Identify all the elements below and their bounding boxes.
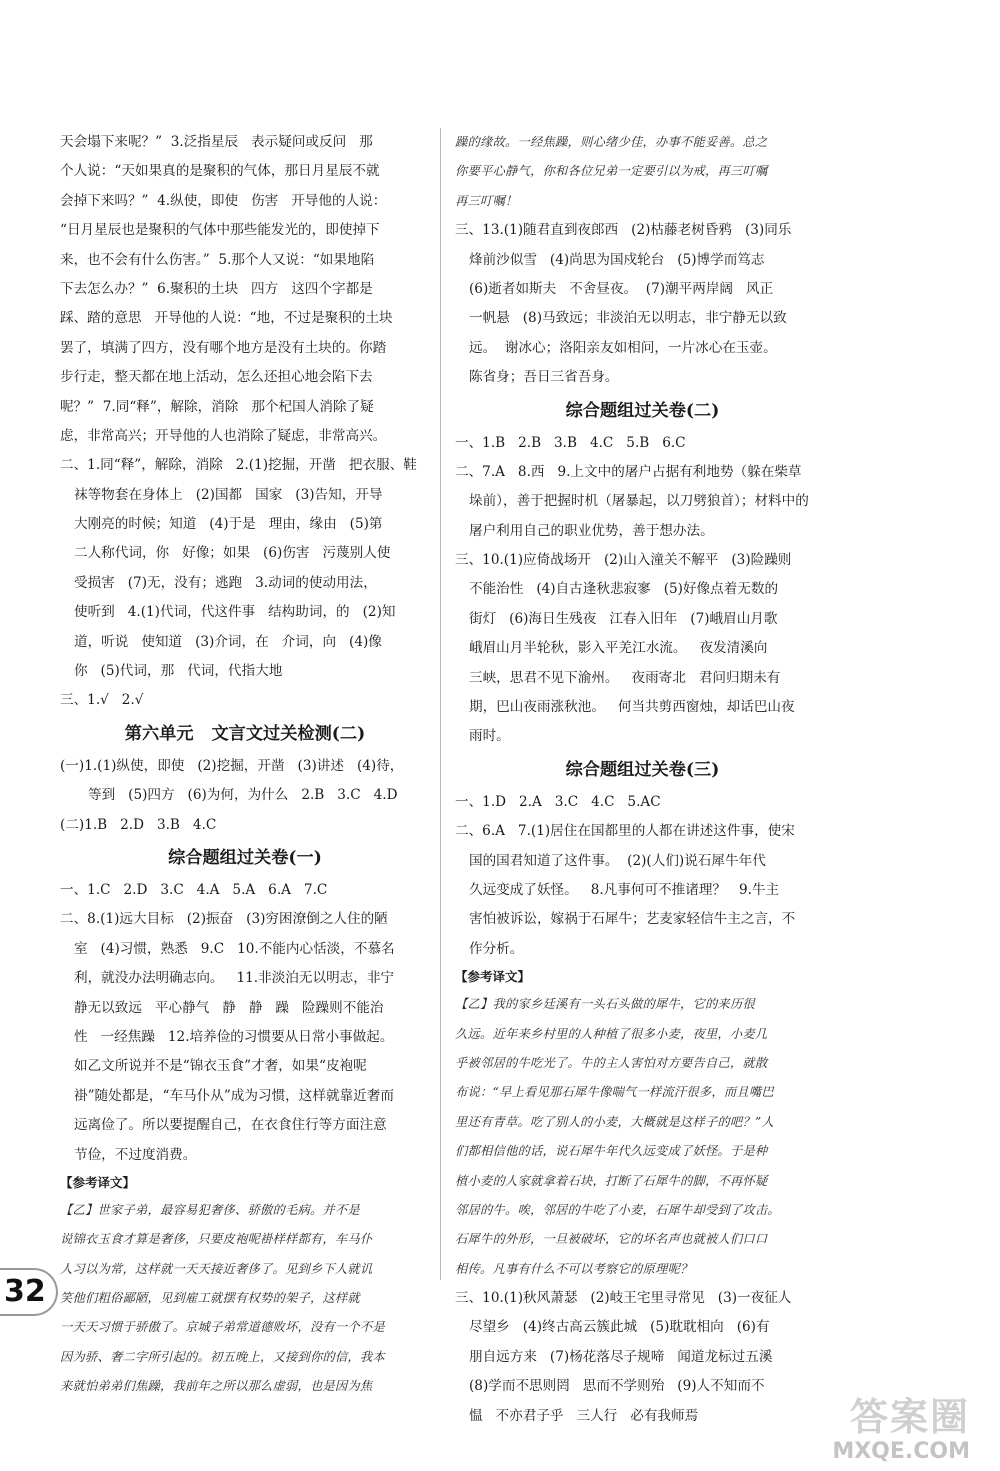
- right-column: [455, 128, 830, 1431]
- answer-line: 三峡，思君不见下渝州。 夜雨寄北 君问归期未有: [469, 669, 781, 686]
- watermark-url: MXQE.COM: [832, 1439, 970, 1464]
- translation-line: 笑他们粗俗鄙陋，见到雇工就摆有权势的架子，这样就: [60, 1291, 360, 1306]
- answer-line: 愠 不亦君子乎 三人行 必有我师焉: [469, 1407, 699, 1424]
- section-heading: 综合题组过关卷(二): [565, 400, 720, 421]
- answer-line: 呢？” 7.同“释”，解除，消除 那个杞国人消除了疑: [60, 398, 374, 415]
- answer-line: 静无以致远 平心静气 静 静 躁 险躁则不能治: [74, 999, 384, 1016]
- answer-line: 期，巴山夜雨涨秋池。 何当共剪西窗烛，却话巴山夜: [469, 699, 795, 716]
- answer-line: 三、10.(1)应倚战场开 (2)山入潼关不解平 (3)险躁则: [455, 552, 792, 569]
- column-divider: [440, 128, 441, 1280]
- answer-line: 不能治性 (4)自古逢秋悲寂寥 (5)好像点着无数的: [469, 581, 779, 598]
- answer-line: 三、13.(1)随君直到夜郎西 (2)枯藤老树昏鸦 (3)同乐: [455, 222, 792, 239]
- answer-line: 雨时。: [469, 728, 510, 745]
- translation-line: 乎被邻居的牛吃光了。牛的主人害怕对方要告自己，就散: [455, 1055, 768, 1070]
- answer-line: (一)1.(1)纵使，即使 (2)挖掘，开凿 (3)讲述 (4)待，: [60, 757, 404, 774]
- answer-line: 二人称代词，你 好像；如果 (6)伤害 污蔑别人使: [74, 545, 391, 562]
- answer-line: 节俭，不过度消费。: [74, 1146, 197, 1163]
- answer-line: 三、1.√ 2.√: [60, 692, 144, 709]
- answer-line: 烽前沙似雪 (4)尚思为国戍轮台 (5)博学而笃志: [469, 251, 765, 268]
- translation-line: 们都相信他的话，说石犀牛年代久远变成了妖怪。于是种: [455, 1144, 768, 1159]
- answer-line: 室 (4)习惯，熟悉 9.C 10.不能内心恬淡，不慕名: [74, 940, 395, 957]
- translation-line: 说锦衣玉食才算是奢侈，只要皮袍呢褂样样都有，车马仆: [60, 1232, 373, 1247]
- watermark-logo: 答案圈: [849, 1395, 970, 1439]
- answer-line: 二、6.A 7.(1)居住在国都里的人都在讲述这件事，使宋: [455, 823, 795, 840]
- translation-line: 再三叮嘱！: [455, 193, 518, 208]
- answer-line: 等到 (5)四方 (6)为何，为什么 2.B 3.C 4.D: [88, 787, 398, 804]
- answer-line: 罢了，填满了四方，没有哪个地方是没有土块的。你踏: [60, 339, 387, 356]
- answer-line: 垛前），善于把握时机（屠暴起，以刀劈狼首）；材料中的: [469, 493, 809, 510]
- translation-line: 久远。近年来乡村里的人种植了很多小麦，夜里，小麦几: [455, 1026, 768, 1041]
- reference-translation-label: 【参考译文】: [455, 969, 531, 985]
- page-number: 32: [0, 1268, 58, 1316]
- translation-line: 相传。凡事有什么不可以考察它的原理呢？: [455, 1261, 693, 1276]
- translation-line: 人习以为常，这样就一天天接近奢侈了。见到乡下人就讥: [60, 1261, 373, 1276]
- section-heading: 第六单元 文言文过关检测(二): [124, 723, 366, 744]
- answer-line: 作分析。: [469, 940, 524, 957]
- translation-line: 躁的缘故。一经焦躁，则心绪少佳，办事不能妥善。总之: [455, 135, 768, 149]
- answer-line: 尽望乡 (4)终古高云簇此城 (5)耽耽相向 (6)有: [469, 1319, 770, 1336]
- answer-line: 一、1.B 2.B 3.B 4.C 5.B 6.C: [455, 434, 686, 451]
- section-heading: 综合题组过关卷(一): [168, 847, 322, 868]
- left-column: [60, 128, 430, 1402]
- answer-line: 二、7.A 8.西 9.上文中的屠户占据有利地势（躲在柴草: [455, 463, 802, 480]
- answer-line: 会掉下来吗？” 4.纵使，即使 伤害 开导他的人说：: [60, 192, 387, 209]
- answer-line: (6)逝者如斯夫 不舍昼夜。 (7)潮平两岸阔 风正: [469, 280, 774, 297]
- translation-line: 【乙】世家子弟，最容易犯奢侈、骄傲的毛病。并不是: [60, 1202, 360, 1217]
- answer-line: 踩、踏的意思 开导他的人说：“地，不过是聚积的土块: [60, 310, 393, 327]
- answer-line: 来，也不会有什么伤害。” 5.那个人又说：“如果地陷: [60, 251, 375, 268]
- answer-line: 大刚亮的时候；知道 (4)于是 理由，缘由 (5)第: [74, 516, 383, 533]
- answer-line: (二)1.B 2.D 3.B 4.C: [60, 816, 217, 833]
- translation-line: 石犀牛的外形，一旦被破坏，它的坏名声也就被人们口口: [455, 1232, 768, 1247]
- answer-line: 使听到 4.(1)代词，代这件事 结构助词，的 (2)知: [74, 604, 396, 621]
- answer-line: 一、1.D 2.A 3.C 4.C 5.AC: [455, 793, 661, 810]
- translation-line: 一天天习惯于骄傲了。京城子弟常道德败坏，没有一个不是: [60, 1320, 385, 1335]
- answer-line: 峨眉山月半轮秋，影入平羌江水流。 夜发清溪向: [469, 640, 768, 657]
- answer-line: 性 一经焦躁 12.培养俭的习惯要从日常小事做起。: [74, 1028, 394, 1045]
- answer-line: 利，就没办法明确志向。 11.非淡泊无以明志，非宁: [74, 970, 395, 987]
- answer-line: 远离俭了。所以要提醒自己，在衣食住行等方面注意: [74, 1117, 387, 1134]
- answer-line: 远。 谢冰心；洛阳亲友如相问，一片冰心在玉壶。: [469, 339, 777, 356]
- answer-line: 道，听说 使知道 (3)介词，在 介词，向 (4)像: [74, 633, 382, 650]
- answer-line: 久远变成了妖怪。 8.凡事何可不推诸理？ 9.牛主: [469, 881, 780, 898]
- answer-line: 天会塌下来呢？” 3.泛指星辰 表示疑问或反问 那: [60, 134, 373, 150]
- answer-line: 褂”随处都是，“车马仆从”成为习惯，这样就靠近奢而: [74, 1087, 394, 1104]
- answer-line: 二、1.同“释”，解除，消除 2.(1)挖掘，开凿 把衣服、鞋: [60, 457, 417, 474]
- translation-line: 邻居的牛。唉，邻居的牛吃了小麦，石犀牛却受到了攻击。: [455, 1202, 780, 1217]
- reference-translation-label: 【参考译文】: [60, 1174, 136, 1190]
- answer-line: 三、10.(1)秋风萧瑟 (2)岐王宅里寻常见 (3)一夜征人: [455, 1290, 792, 1307]
- translation-line: 里还有青草。吃了别人的小麦，大概就是这样子的吧？”人: [455, 1114, 774, 1129]
- translation-line: 布说：“早上看见那石犀牛像喘气一样流汗很多，而且嘴巴: [455, 1085, 774, 1100]
- answer-line: 一帆悬 (8)马致远；非淡泊无以明志，非宁静无以致: [469, 310, 787, 327]
- translation-line: 你要平心静气，你和各位兄弟一定要引以为戒，再三叮嘱: [455, 164, 768, 179]
- answer-line: 虑，非常高兴；开导他的人也消除了疑虑，非常高兴。: [60, 427, 387, 444]
- answer-line: 你 (5)代词，那 代词，代指大地: [74, 663, 283, 680]
- answer-line: 受损害 (7)无，没有；逃跑 3.动词的使动用法，: [74, 574, 377, 591]
- section-heading: 综合题组过关卷(三): [565, 759, 720, 780]
- answer-line: 害怕被诉讼，嫁祸于石犀牛；艺麦家轻信牛主之言，不: [469, 911, 796, 928]
- translation-line: 来就怕弟弟们焦躁，我前年之所以那么虚弱，也是因为焦: [60, 1379, 373, 1394]
- answer-line: 如乙文所说并不是“锦衣玉食”才奢，如果“皮袍呢: [74, 1058, 367, 1075]
- watermark: [760, 1395, 970, 1465]
- answer-line: 陈省身；吾日三省吾身。: [469, 369, 619, 386]
- answer-line: 步行走，整天都在地上活动，怎么还担心地会陷下去: [60, 369, 373, 386]
- answer-line: 个人说：“天如果真的是聚积的气体，那日月星辰不就: [60, 163, 380, 180]
- answer-line: 屠户利用自己的职业优势，善于想办法。: [469, 522, 714, 539]
- answer-line: 下去怎么办？” 6.聚积的土块 四方 这四个字都是: [60, 280, 373, 297]
- answer-line: 国的国君知道了这件事。 (2)(人们)说石犀牛年代: [469, 852, 766, 869]
- translation-line: 【乙】我的家乡廷溪有一头石头做的犀牛，它的来历很: [455, 997, 755, 1012]
- answer-line: (8)学而不思则罔 思而不学则殆 (9)人不知而不: [469, 1378, 765, 1395]
- translation-line: 因为骄、奢二字所引起的。初五晚上，又接到你的信，我本: [60, 1349, 385, 1364]
- answer-line: 一、1.C 2.D 3.C 4.A 5.A 6.A 7.C: [60, 881, 328, 898]
- answer-line: “日月星辰也是聚积的气体中那些能发光的，即使掉下: [60, 222, 380, 239]
- answer-line: 二、8.(1)远大目标 (2)振奋 (3)穷困潦倒之人住的陋: [60, 911, 388, 928]
- answer-line: 朋自远方来 (7)杨花落尽子规啼 闻道龙标过五溪: [469, 1348, 773, 1365]
- answer-line: 街灯 (6)海日生残夜 江春入旧年 (7)峨眉山月歌: [469, 610, 778, 627]
- answer-line: 袜等物套在身体上 (2)国都 国家 (3)告知，开导: [74, 486, 383, 503]
- translation-line: 植小麦的人家就拿着石块，打断了石犀牛的脚，不再怀疑: [455, 1173, 768, 1188]
